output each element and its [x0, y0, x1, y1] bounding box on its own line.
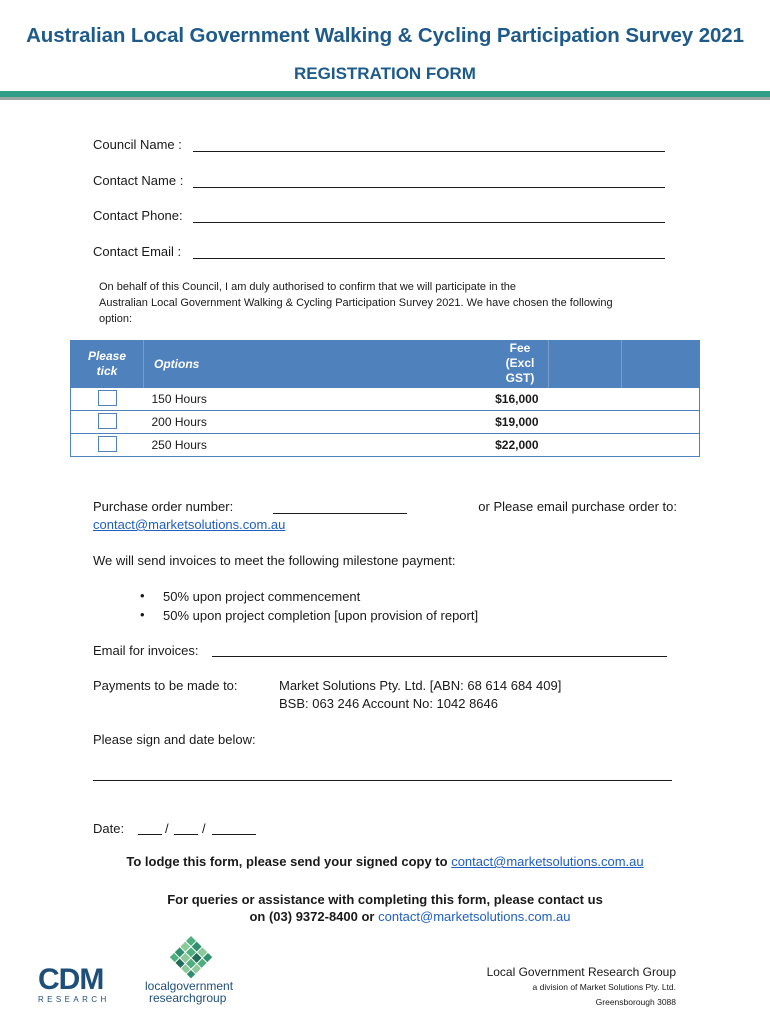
- signature-line[interactable]: [93, 780, 672, 781]
- option-label: 250 Hours: [144, 434, 439, 457]
- option-fee: $19,000: [438, 411, 549, 434]
- form-subtitle: REGISTRATION FORM: [294, 64, 476, 83]
- lgrg-logo: localgovernment researchgroup: [145, 936, 245, 1006]
- form-title: Australian Local Government Walking & Cycling Participation Survey 2021: [26, 24, 744, 47]
- sign-label: Please sign and date below:: [93, 732, 256, 747]
- header-divider-gray: [0, 97, 770, 100]
- fee-header: Fee (Excl GST): [438, 340, 549, 388]
- tick-checkbox-150[interactable]: [98, 390, 117, 406]
- bullet-icon: •: [140, 607, 145, 622]
- invoice-email-field[interactable]: [212, 656, 667, 657]
- authorisation-line-2: Australian Local Government Walking & Cycling Participation Survey 2021. We have chosen the following: [99, 297, 613, 309]
- queries-line-1: For queries or assistance with completing this form, please contact us: [167, 892, 603, 907]
- cdm-research-logo: CDM RESEARCH: [38, 963, 110, 1004]
- milestone-intro: We will send invoices to meet the following milestone payment:: [93, 553, 456, 568]
- option-row-200: [71, 411, 700, 434]
- authorisation-statement: [99, 279, 709, 327]
- purchase-order-field[interactable]: [273, 513, 407, 514]
- option-row-250: [71, 434, 700, 457]
- purchase-order-label: Purchase order number:: [93, 499, 234, 514]
- lodge-instructions: [0, 853, 770, 871]
- options-header: Options: [144, 340, 439, 388]
- option-fee: $16,000: [438, 388, 549, 411]
- payment-account-name: Market Solutions Pty. Ltd. [ABN: 68 614 684 409]: [279, 678, 562, 693]
- date-separator: /: [165, 821, 169, 836]
- option-fee: $22,000: [438, 434, 549, 457]
- payment-account-details: BSB: 063 246 Account No: 1042 8646: [279, 696, 499, 711]
- options-table: [70, 340, 700, 457]
- option-label: 150 Hours: [144, 388, 439, 411]
- org-location: Greensborough 3088: [595, 997, 676, 1007]
- lodge-email-link[interactable]: contact@marketsolutions.com.au: [451, 854, 644, 869]
- milestone-item-2: 50% upon project completion [upon provision of report]: [163, 608, 479, 623]
- option-row-150: [71, 388, 700, 411]
- lodge-text: To lodge this form, please send your signed copy to: [126, 854, 448, 869]
- date-day-field[interactable]: [138, 834, 162, 835]
- header-blank-1: [549, 340, 622, 388]
- milestone-item-1: 50% upon project commencement: [163, 589, 361, 604]
- tick-checkbox-250[interactable]: [98, 436, 117, 452]
- option-label: 200 Hours: [144, 411, 439, 434]
- queries-phone-text: on (03) 9372-8400 or: [249, 909, 375, 924]
- tick-checkbox-200[interactable]: [98, 413, 117, 429]
- invoice-email-label: Email for invoices:: [93, 643, 199, 658]
- org-info: [430, 964, 676, 1010]
- org-name: Local Government Research Group: [486, 965, 676, 979]
- council-name-label: Council Name :: [93, 137, 182, 152]
- contact-name-label: Contact Name :: [93, 173, 184, 188]
- date-separator: /: [202, 821, 206, 836]
- contact-phone-field[interactable]: [193, 222, 665, 223]
- purchase-order-email-link[interactable]: contact@marketsolutions.com.au: [93, 517, 286, 532]
- council-name-field[interactable]: [193, 151, 665, 152]
- diamond-mosaic-icon: [169, 936, 213, 980]
- header-blank-2: [622, 340, 700, 388]
- tick-header: Please tick: [71, 340, 144, 388]
- options-table-header: [71, 340, 700, 388]
- payments-label: Payments to be made to:: [93, 678, 238, 693]
- date-label: Date:: [93, 821, 125, 836]
- org-division: a division of Market Solutions Pty. Ltd.: [532, 982, 676, 992]
- contact-phone-label: Contact Phone:: [93, 208, 183, 223]
- contact-email-field[interactable]: [193, 258, 665, 259]
- date-year-field[interactable]: [212, 834, 256, 835]
- contact-name-field[interactable]: [193, 187, 665, 188]
- purchase-order-email-instruction: or Please email purchase order to:: [478, 499, 677, 514]
- authorisation-line-1: On behalf of this Council, I am duly authorised to confirm that we will participate in the: [99, 281, 516, 293]
- bullet-icon: •: [140, 588, 145, 603]
- date-month-field[interactable]: [174, 834, 198, 835]
- queries-email-link[interactable]: contact@marketsolutions.com.au: [378, 909, 571, 924]
- contact-email-label: Contact Email :: [93, 244, 182, 259]
- authorisation-line-3: option:: [99, 313, 133, 325]
- queries-line-2: [0, 908, 770, 926]
